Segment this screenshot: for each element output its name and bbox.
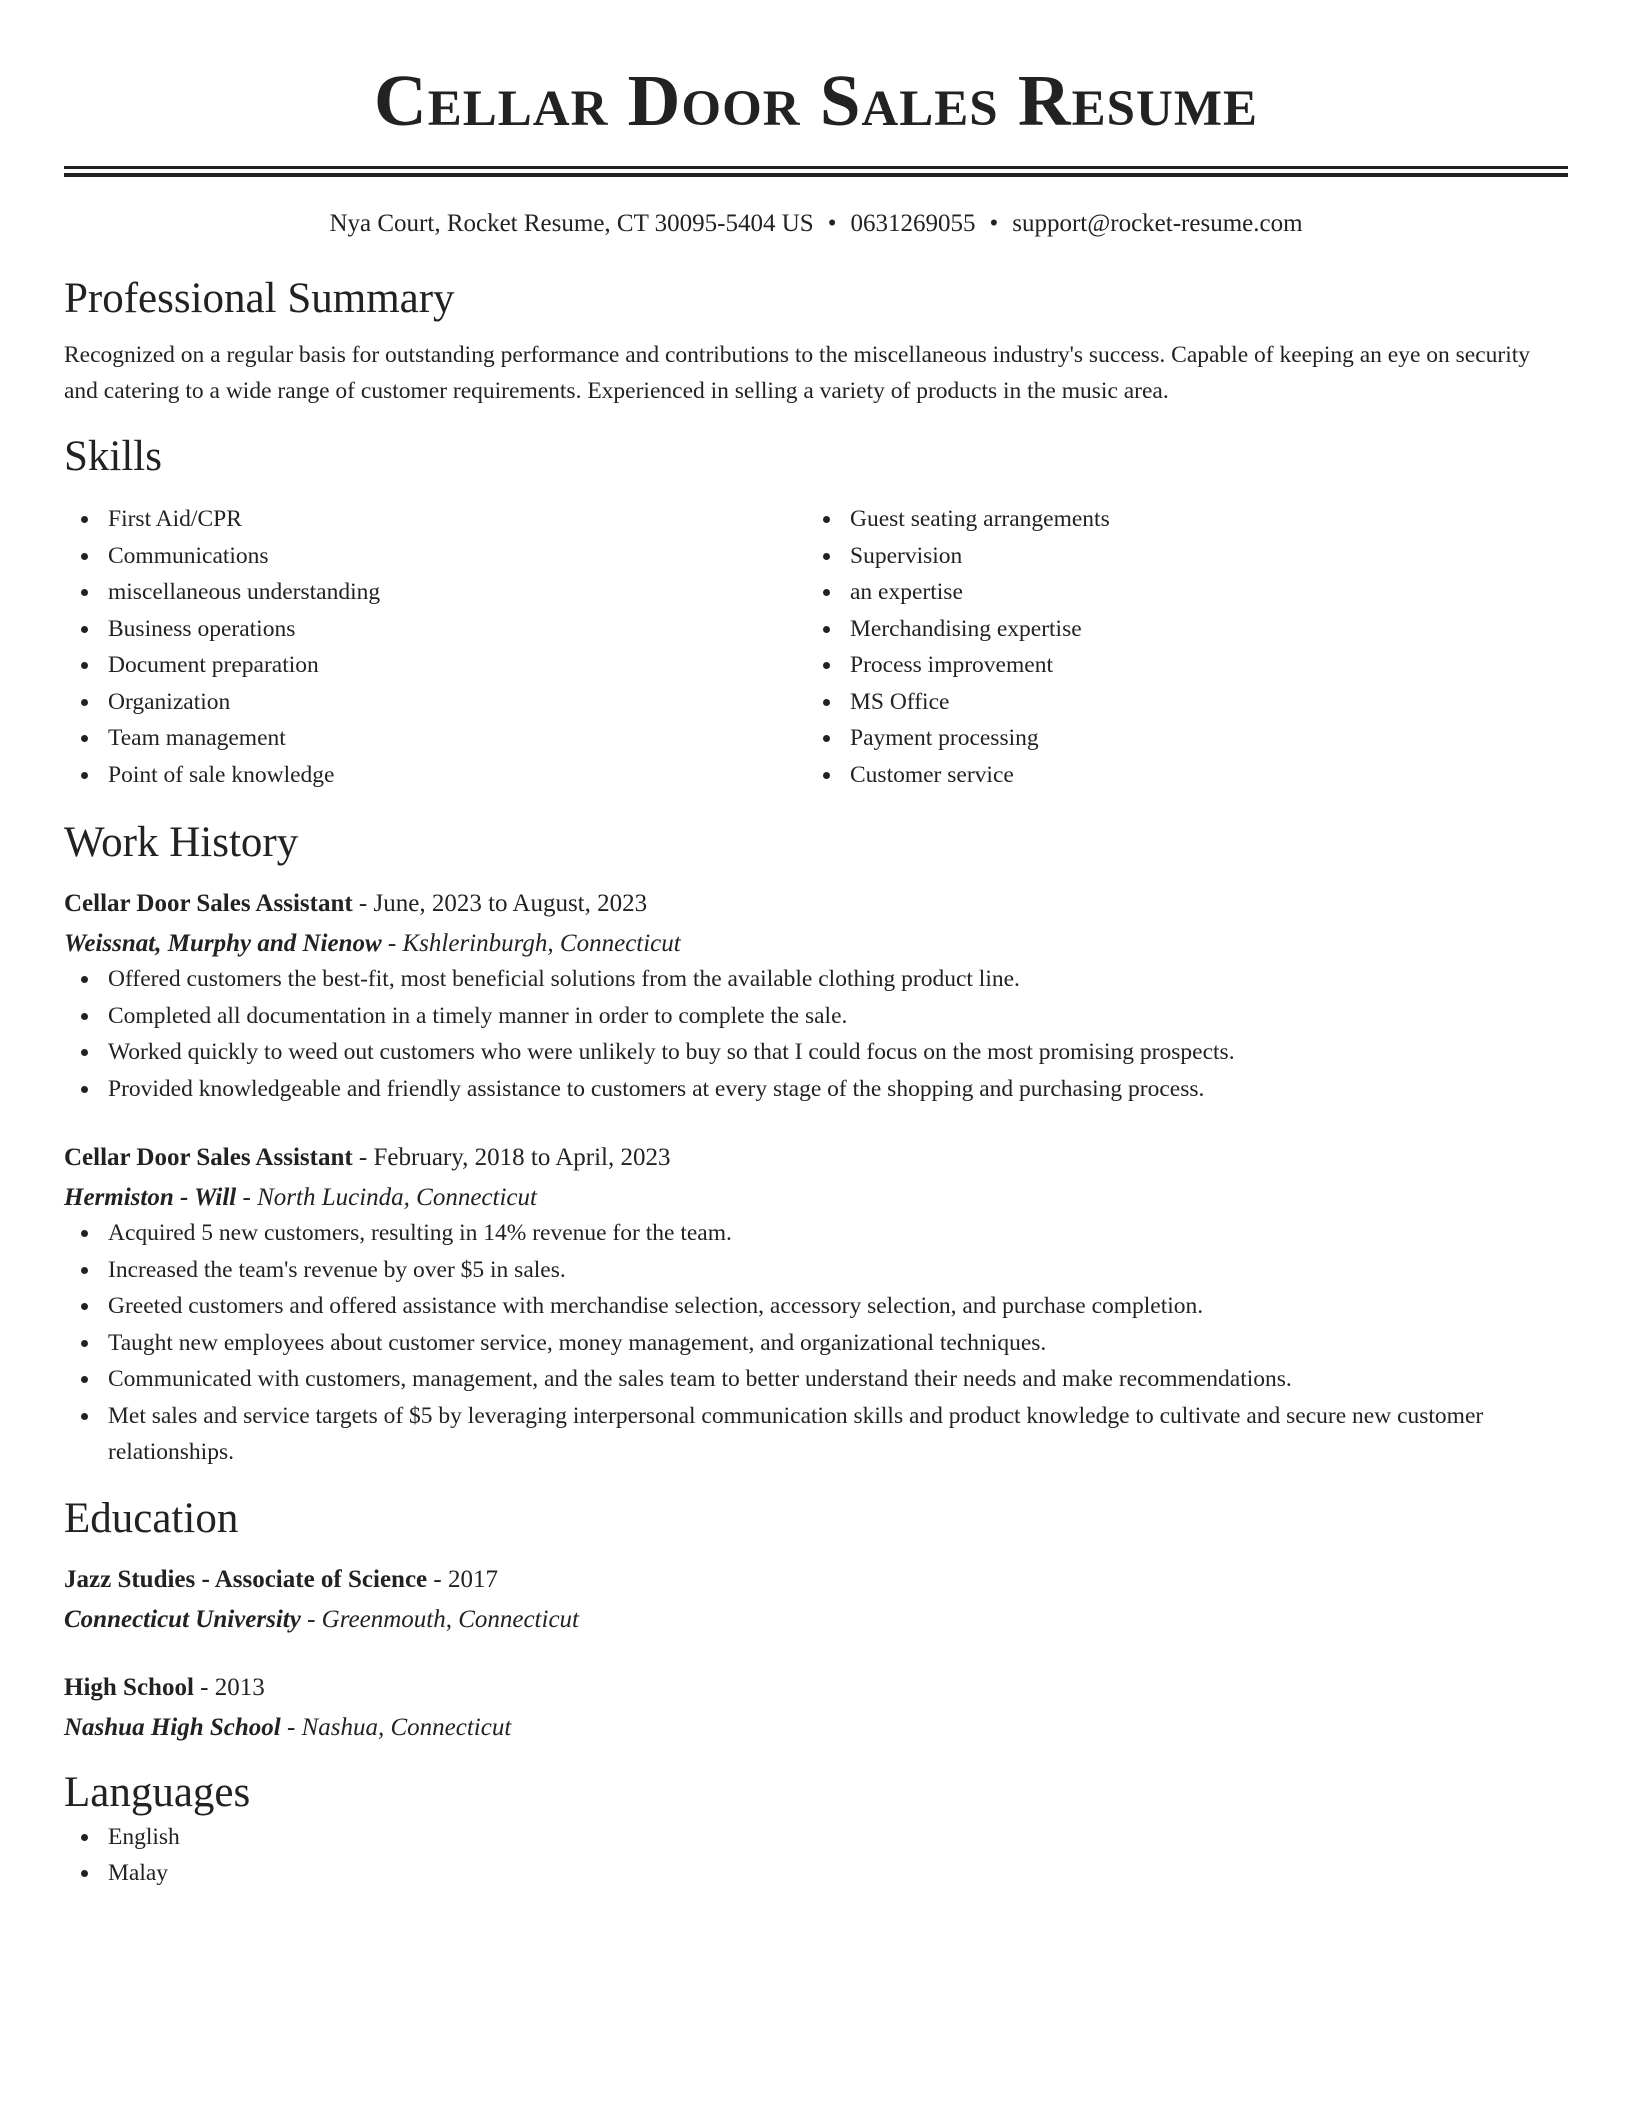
skill-item: Process improvement — [806, 647, 1548, 684]
job-dates: February, 2018 to April, 2023 — [373, 1144, 671, 1171]
skill-item: Organization — [64, 684, 806, 721]
summary-text: Recognized on a regular basis for outstanding performance and contributions to the miscellaneous industry's success. Capable of keeping an eye on security and catering to a wide range of customer requirements. Experienced in selling a variety of products in the music area. — [64, 342, 1531, 404]
job-company-line — [64, 927, 1568, 961]
dash: - — [387, 930, 397, 957]
education-entry — [64, 1671, 1568, 1745]
title-double-rule — [64, 166, 1568, 177]
job-dates: June, 2023 to August, 2023 — [373, 890, 648, 917]
school-name: Connecticut University — [64, 1605, 301, 1633]
job-duty: Provided knowledgeable and friendly assistance to customers at every stage of the shopping and purchasing process. — [64, 1071, 1568, 1108]
language-item: Malay — [64, 1855, 1568, 1892]
dash: - — [433, 1565, 442, 1593]
school-location: Greenmouth, Connecticut — [321, 1605, 579, 1633]
degree-line — [64, 1563, 1568, 1597]
school-line — [64, 1711, 1568, 1745]
school-location: Nashua, Connecticut — [301, 1713, 512, 1741]
job-duty: Taught new employees about customer service, money management, and organizational techniques. — [64, 1325, 1568, 1362]
job-company: Weissnat, Murphy and Nienow — [64, 930, 382, 957]
job-duty: Greeted customers and offered assistance with merchandise selection, accessory selection, and purchase completion. — [64, 1288, 1568, 1325]
languages-list — [64, 1819, 1568, 1892]
graduation-year: 2017 — [447, 1565, 498, 1593]
languages-heading: Languages — [64, 1768, 251, 1816]
job-title: Cellar Door Sales Assistant — [64, 890, 353, 917]
skill-item: Document preparation — [64, 647, 806, 684]
skill-item: Supervision — [806, 538, 1548, 575]
work-history-heading: Work History — [64, 819, 299, 866]
skill-item: Point of sale knowledge — [64, 757, 806, 794]
contact-line — [64, 207, 1568, 241]
job-duty: Worked quickly to weed out customers who were unlikely to buy so that I could focus on the most promising prospects. — [64, 1034, 1568, 1071]
skill-item: Customer service — [806, 757, 1548, 794]
dash: - — [358, 1144, 368, 1171]
resume-title: Cellar Door Sales Resume — [374, 60, 1258, 141]
job-entry — [64, 887, 1568, 1107]
school-line — [64, 1603, 1568, 1637]
summary-heading: Professional Summary — [64, 275, 455, 322]
education-heading: Education — [64, 1494, 239, 1542]
dash: - — [242, 1184, 251, 1211]
school-name: Nashua High School — [64, 1713, 281, 1741]
skill-item: Payment processing — [806, 720, 1548, 757]
job-location: North Lucinda, Connecticut — [257, 1184, 537, 1211]
skill-item: Team management — [64, 720, 806, 757]
skill-item: Business operations — [64, 611, 806, 648]
dash: - — [200, 1673, 209, 1701]
education-entry — [64, 1563, 1568, 1637]
skill-item: miscellaneous understanding — [64, 574, 806, 611]
skill-item: First Aid/CPR — [64, 501, 806, 538]
job-company-line — [64, 1181, 1568, 1215]
contact-email: support@rocket-resume.com — [1012, 210, 1303, 237]
job-location: Kshlerinburgh, Connecticut — [402, 930, 681, 957]
degree: Jazz Studies - Associate of Science — [64, 1565, 428, 1593]
dash: - — [287, 1713, 296, 1741]
job-title-line — [64, 887, 1568, 921]
skills-heading: Skills — [64, 433, 162, 480]
language-item: English — [64, 1819, 1568, 1856]
job-duty: Acquired 5 new customers, resulting in 14% revenue for the team. — [64, 1215, 1568, 1252]
skills-column-right — [806, 501, 1548, 793]
job-company: Hermiston - Will — [64, 1184, 237, 1211]
job-duty: Communicated with customers, management, and the sales team to better understand their needs and make recommendations. — [64, 1361, 1568, 1398]
contact-phone: 0631269055 — [850, 210, 976, 237]
dash: - — [307, 1605, 316, 1633]
degree-line — [64, 1671, 1568, 1705]
job-entry — [64, 1141, 1568, 1471]
skill-item: Communications — [64, 538, 806, 575]
job-duty: Increased the team's revenue by over $5 in sales. — [64, 1252, 1568, 1289]
skills-column-left — [64, 501, 806, 793]
job-duty: Met sales and service targets of $5 by leveraging interpersonal communication skills and product knowledge to cultivate and secure new customer relationships. — [64, 1398, 1568, 1471]
job-duties-list — [64, 1215, 1568, 1471]
skill-item: Guest seating arrangements — [806, 501, 1548, 538]
degree: High School — [64, 1673, 194, 1701]
contact-separator: • — [989, 210, 999, 237]
skill-item: an expertise — [806, 574, 1548, 611]
graduation-year: 2013 — [214, 1673, 265, 1701]
contact-address: Nya Court, Rocket Resume, CT 30095-5404 US — [329, 210, 814, 237]
skill-item: MS Office — [806, 684, 1548, 721]
dash: - — [358, 890, 368, 917]
job-duties-list — [64, 961, 1568, 1107]
job-title: Cellar Door Sales Assistant — [64, 1144, 353, 1171]
skills-list — [64, 501, 1568, 793]
job-title-line — [64, 1141, 1568, 1175]
job-duty: Offered customers the best-fit, most beneficial solutions from the available clothing product line. — [64, 961, 1568, 998]
job-duty: Completed all documentation in a timely manner in order to complete the sale. — [64, 998, 1568, 1035]
skill-item: Merchandising expertise — [806, 611, 1548, 648]
contact-separator: • — [827, 210, 837, 237]
